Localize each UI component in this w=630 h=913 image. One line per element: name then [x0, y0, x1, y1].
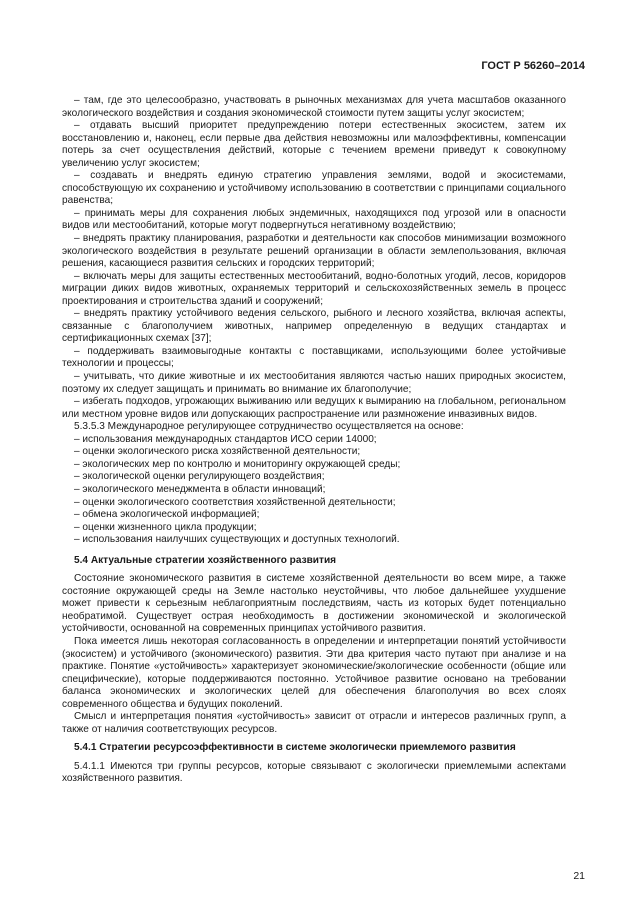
paragraph: – оценки экологического соответствия хозяйственной деятельности; — [74, 496, 396, 508]
paragraph: – там, где это целесообразно, участвовать в рыночных механизмах для учета масштабов оказанного экологического воздействия и создания экономической стоимости путем защиты услуг экосистем; — [62, 95, 566, 119]
paragraph: – избегать подходов, угрожающих выживанию или ведущих к вымиранию на глобальном, региональном или местном уровне видов или допускающих распространение или размножение инвазивных видов. — [62, 396, 566, 420]
paragraph: – оценки жизненного цикла продукции; — [74, 521, 257, 533]
paragraph: – отдавать высший приоритет предупреждению потери естественных экосистем, затем их восстановлению и, наконец, если первые два действия невозможны или малоэффективны, компенсации потерь за счет осуществления действий, которые с течением времени приведут к совокупному увеличению услуг экосистем; — [62, 120, 566, 169]
paragraph: – использования наилучших существующих и доступных технологий. — [74, 534, 400, 546]
paragraph: – включать меры для защиты естественных местообитаний, водно-болотных угодий, лесов, коридоров миграции диких видов животных, охраняемых территорий и сельскохозяйственных земель в процесс проектирования и строительства зданий и сооружений; — [62, 270, 566, 307]
paragraph: – экологической оценки регулирующего воздействия; — [74, 471, 325, 483]
paragraph: – поддерживать взаимовыгодные контакты с поставщиками, использующими более устойчивые технологии и процессы; — [62, 345, 566, 370]
paragraph: – обмена экологической информацией; — [74, 509, 260, 521]
section-heading: 5.4.1 Стратегии ресурсоэффективности в системе экологически приемлемого развития — [74, 742, 516, 754]
section-heading: 5.4 Актуальные стратегии хозяйственного развития — [74, 554, 337, 566]
paragraph: – экологических мер по контролю и мониторингу окружающей среды; — [74, 458, 401, 470]
paragraph: Смысл и интерпретация понятия «устойчивость» зависит от отрасли и интересов различных групп, а также от наличия соответствующих ресурсов. — [62, 711, 566, 735]
paragraph: – оценки экологического риска хозяйственной деятельности; — [74, 446, 361, 458]
paragraph: – использования международных стандартов ИСО серии 14000; — [74, 433, 377, 445]
page-number: 21 — [573, 870, 585, 882]
document-code: ГОСТ Р 56260–2014 — [481, 60, 585, 72]
paragraph: – создавать и внедрять единую стратегию управления землями, водой и экосистемами, способствующую их сохранению и устойчивому использованию в соответствии с принципами социального равенства; — [62, 170, 566, 207]
paragraph: – принимать меры для сохранения любых эндемичных, находящихся под угрозой или в опасности видов или местообитаний, которые могут подвергнуться негативному воздействию; — [62, 207, 566, 232]
paragraph: – внедрять практику планирования, разработки и деятельности как способов минимизации возможного экологического воздействия в результате решений организации в области землепользования, включая решения, касающиеся развития сельских и городских территорий; — [62, 233, 566, 270]
paragraph: – экологического менеджмента в области инноваций; — [74, 483, 326, 495]
paragraph: – учитывать, что дикие животные и их местообитания являются частью наших природных экосистем, поэтому их следует защищать и принимать во внимание их благополучие; — [62, 371, 566, 395]
paragraph: 5.4.1.1 Имеются три группы ресурсов, которые связывают с экологически приемлемыми аспектами хозяйственного развития. — [62, 760, 566, 785]
body-text — [62, 95, 566, 786]
paragraph: 5.3.5.3 Международное регулирующее сотрудничество осуществляется на основе: — [74, 421, 464, 433]
paragraph: Состояние экономического развития в системе хозяйственной деятельности во всем мире, а также состояние окружающей среды на Земле настолько неустойчивы, что любое дальнейшее ухудшение может привести к серьезным неблагоприятным последствиям, часть из которых будет потенциально необратимой. Существует острая необходимость в достижении экономической и экологической устойчивости, основанной на современных принципах устойчивого развития. — [62, 573, 566, 635]
paragraph: Пока имеется лишь некоторая согласованность в определении и интерпретации понятий устойчивости (экосистем) и устойчивого (экономического) развития. Эти два критерия часто путают при анализе и на практике. Понятие «устойчивость» характеризует экономические/экологические особенности (общие или специфические), которые поддерживаются постоянно. Устойчивое развитие основано на требовании баланса экономических и экологических целей для обеспечения благополучия во всех слоях современного общества и будущих поколений. — [62, 635, 566, 710]
paragraph: – внедрять практику устойчивого ведения сельского, рыбного и лесного хозяйства, включая аспекты, связанные с благополучием животных, например определенную в ведущих стандартах и сертификационных схемах [37]; — [62, 308, 566, 345]
